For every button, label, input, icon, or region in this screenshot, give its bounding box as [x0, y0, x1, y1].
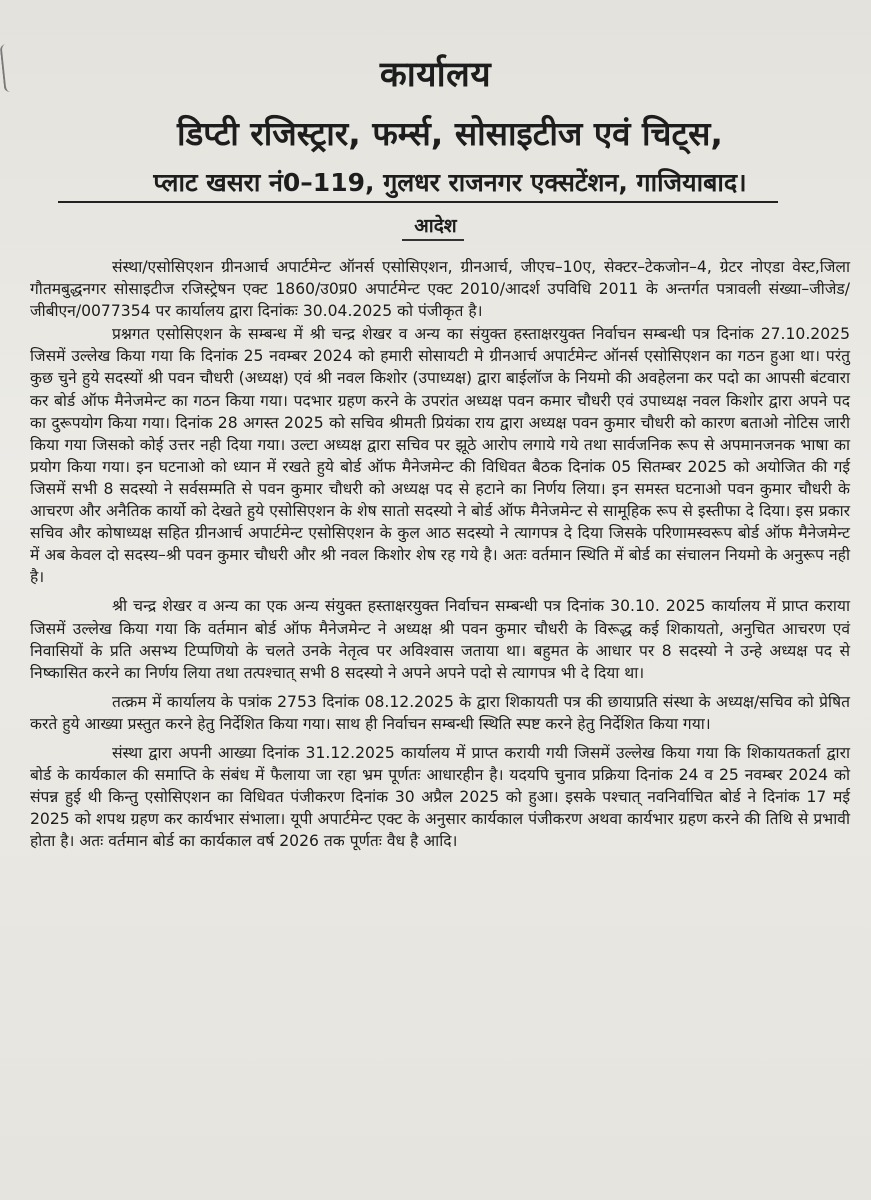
- paragraph-office-letter: तत्क्रम में कार्यालय के पत्रांक 2753 दिनांक 08.12.2025 के द्वारा शिकायती पत्र की छायाप्रति संस्था के अध्यक्ष/सचिव को प्रेषित करते हुये आख्या प्रस्तुत करने हेतु निर्देशित किया गया। साथ ही निर्वाचन सम्बन्धी स्थिति स्पष्ट करने हेतु निर्देशित किया गया।: [30, 692, 850, 733]
- paragraph-association-reply: संस्था द्वारा अपनी आख्या दिनांक 31.12.2025 कार्यालय में प्राप्त करायी गयी जिसमें उल्लेख किया गया कि शिकायतकर्ता द्वारा बोर्ड के कार्यकाल की समाप्ति के संबंध में फैलाया जा रहा भ्रम पूर्णतः आधारहीन है। यदयपि चुनाव प्रक्रिया दिनांक 24 व 25 नवम्बर 2024 को संपन्न हुई थी किन्तु एसोसिएशन का विधिवत पंजीकरण दिनांक 30 अप्रैल 2025 को हुआ। इसके पश्चात् नवनिर्वाचित बोर्ड ने दिनांक 17 मई 2025 को शपथ ग्रहण कर कार्यभार संभाला। यूपी अपार्टमेन्ट एक्ट के अनुसार कार्यकाल पंजीकरण अथवा कार्यभार ग्रहण करने की तिथि से प्रभावी होता है। अतः वर्तमान बोर्ड का कार्यकाल वर्ष 2026 तक पूर्णतः वैध है आदि।: [30, 743, 850, 851]
- office-address: प्लाट खसरा नं0–119, गुलधर राजनगर एक्सटेंशन, गाजियाबाद।: [153, 168, 747, 197]
- paragraph-complaint-27-10: प्रश्नगत एसोसिएशन के सम्बन्ध में श्री चन्द्र शेखर व अन्य का संयुक्त हस्ताक्षरयुक्त निर्वाचन सम्बन्धी पत्र दिनांक 27.10.2025 जिसमें उल्लेख किया गया कि दिनांक 25 नवम्बर 2024 को हमारी सोसायटी मे ग्रीनआर्च अपार्टमेन्ट ऑनर्स एसोसिएशन का गठन हुआ था। परंतु कुछ चुने हुये सदस्यों श्री पवन चौधरी (अध्यक्ष) एवं श्री नवल किशोर (उपाध्यक्ष) द्वारा बाईलॉज के नियमो की अवहेलना कर पदो का आपसी बंटवारा कर बोर्ड ऑफ मैनेजमेन्ट का गठन किया गया। पदभार ग्रहण करने के उपरांत अध्यक्ष पवन कमार चौधरी एवं उपाध्यक्ष नवल किशोर द्वारा अपने पद का दुरूपयोग किया गया। दिनांक 28 अगस्त 2025 को सचिव श्रीमती प्रियंका राय द्वारा अध्यक्ष पवन कुमार चौधरी को कारण बताओ नोटिस जारी किया गया जिसको कोई उत्तर नही दिया गया। उल्टा अध्यक्ष द्वारा सचिव पर झूठे आरोप लगाये गये तथा सार्वजनिक रूप से अपमानजनक भाषा का प्रयोग किया गया। इन घटनाओ को ध्यान में रखते हुये बोर्ड ऑफ मैनेजमेन्ट की विधिवत बैठक दिनांक 05 सितम्बर 2025 को अयोजित की गई जिसमें सभी 8 सदस्यो ने सर्वसम्मति से पवन कुमार चौधरी को अध्यक्ष पद से हटाने का निर्णय लिया। इन समस्त घटनाओ पवन कुमार चौधरी के आचरण और अनैतिक कार्यो को देखते हुये एसोसिएशन के शेष सातो सदस्यो ने बोर्ड ऑफ मैनेजमेन्ट से सामूहिक रूप से इस्तीफा दे दिया। इस प्रकार सचिव और कोषाध्यक्ष सहित ग्रीनआर्च अपार्टमेन्ट एसोसिएशन के कुल आठ सदस्यो ने त्यागपत्र दे दिया जिसके परिणामस्वरूप बोर्ड ऑफ मैनेजमेन्ट में अब केवल दो सदस्य–श्री पवन कुमार चौधरी और श्री नवल किशोर शेष रह गये है। अतः वर्तमान स्थिति में बोर्ड का संचालन नियमो के अनुरूप नही है।: [30, 325, 850, 587]
- order-body: [30, 256, 850, 853]
- paragraph-complaint-30-10: श्री चन्द्र शेखर व अन्य का एक अन्य संयुक्त हस्ताक्षरयुक्त निर्वाचन सम्बन्धी पत्र दिनांक 30.10. 2025 कार्यालय में प्राप्त कराया जिसमें उल्लेख किया गया कि वर्तमान बोर्ड ऑफ मैनेजमेन्ट ने अध्यक्ष श्री पवन कुमार चौधरी के विरूद्ध कई शिकायतो, अनुचित आचरण एवं निवासियों के प्रति असभ्य टिप्पणियो के चलते उनके नेतृत्व पर अविश्वास जताया था। बहुमत के आधार पर 8 सदस्यो ने उन्हे अध्यक्ष पद से निष्कासित करने का निर्णय लिया तथा तत्पश्चात् सभी 8 सदस्यो ने अपने अपने पदो से त्यागपत्र भी दे दिया था।: [30, 597, 850, 682]
- address-underline: [58, 201, 778, 203]
- paragraph-registration: संस्था/एसोसिएशन ग्रीनआर्च अपार्टमेन्ट ऑनर्स एसोसिएशन, ग्रीनआर्च, जीएच–10ए, सेक्टर–टेकजोन–4, ग्रेटर नोएडा वेस्ट,जिला गौतमबुद्धनगर सोसाइटीज रजिस्ट्रेषन एक्ट 1860/उ0प्र0 अपार्टमेन्ट एक्ट 2010/आदर्श उपविधि 2011 के अन्तर्गत पत्रावली संख्या–जीजेड/जीबीएन/0077354 पर कार्यालय द्वारा दिनांकः 30.04.2025 को पंजीकृत है।: [30, 258, 850, 321]
- order-title: आदेश: [414, 215, 457, 237]
- office-heading: कार्यालय: [379, 55, 492, 95]
- order-title-underline: [402, 239, 464, 241]
- authority-heading: डिप्टी रजिस्ट्रार, फर्म्स, सोसाइटीज एवं चिट्स,: [177, 114, 723, 153]
